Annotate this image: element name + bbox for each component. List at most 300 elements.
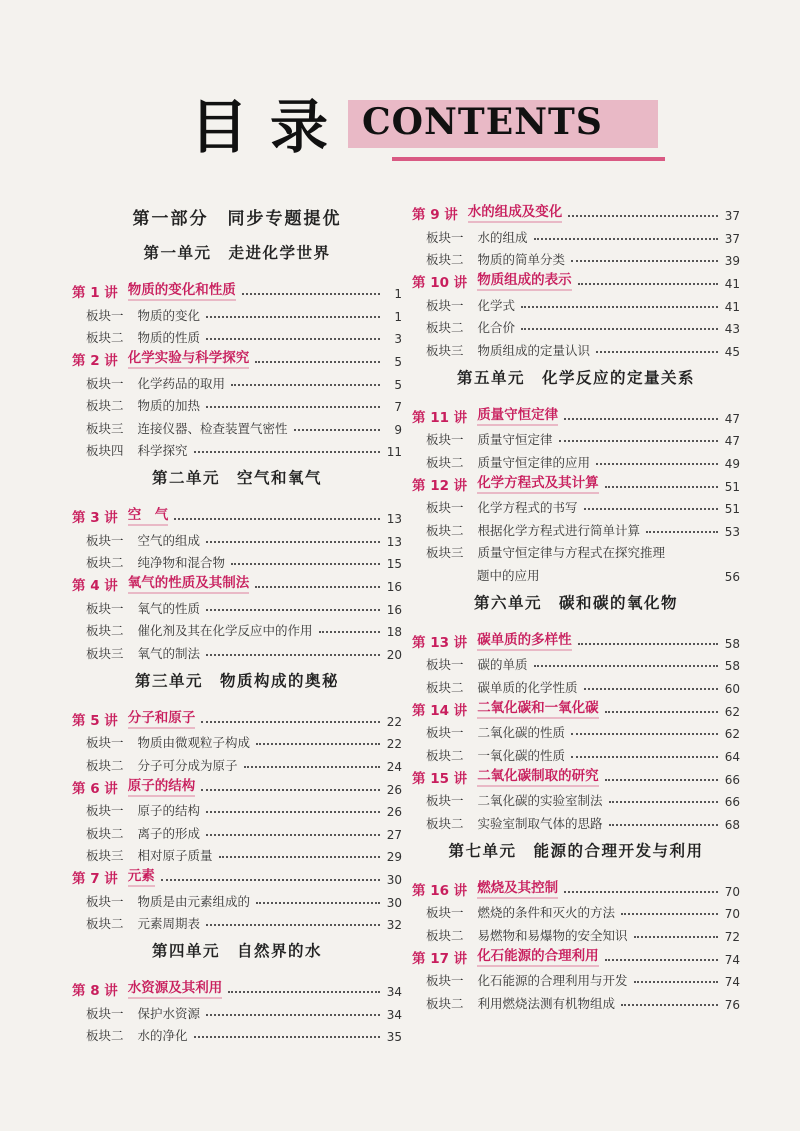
block-entry-continued[interactable]	[412, 561, 740, 584]
page-number: 26	[386, 805, 402, 819]
dot-leader	[206, 654, 380, 656]
block-entry[interactable]	[72, 392, 402, 415]
block-title: 原子的结构	[137, 803, 201, 818]
dot-leader	[206, 1014, 380, 1016]
block-title: 水的净化	[137, 1028, 188, 1043]
lecture-number: 第 14 讲	[412, 702, 468, 719]
block-entry[interactable]	[412, 448, 740, 471]
page-number: 66	[724, 772, 740, 787]
block-entry[interactable]	[412, 921, 740, 944]
block-entry[interactable]	[412, 967, 740, 990]
page-number: 58	[724, 659, 740, 673]
lecture-entry[interactable]	[412, 628, 740, 651]
block-number: 板块三	[86, 420, 124, 436]
page-number: 1	[394, 309, 402, 324]
dot-leader	[564, 891, 718, 893]
page-number: 30	[386, 895, 402, 910]
dot-leader	[319, 631, 380, 633]
lecture-title: 分子和原子	[128, 706, 196, 729]
block-title: 燃烧的条件和灭火的方法	[477, 905, 616, 920]
page-number: 5	[394, 355, 402, 369]
block-number: 板块一	[426, 500, 464, 515]
dot-leader	[634, 981, 718, 983]
block-entry[interactable]	[412, 291, 740, 314]
block-title: 物质的变化	[137, 307, 201, 323]
lecture-number: 第 3 讲	[72, 510, 118, 526]
dot-leader	[219, 856, 380, 858]
block-title: 二氧化碳的实验室制法	[477, 793, 603, 808]
block-number: 板块二	[86, 825, 124, 841]
page-number: 30	[386, 873, 402, 887]
page-number: 70	[724, 884, 740, 899]
block-number: 板块二	[426, 815, 464, 831]
dot-leader	[206, 924, 380, 926]
page-number: 7	[394, 400, 402, 414]
page-number: 37	[724, 231, 740, 246]
block-entry[interactable]	[72, 910, 402, 933]
block-entry[interactable]	[412, 314, 740, 337]
block-entry[interactable]	[412, 336, 740, 359]
block-title: 物质由微观粒子构成	[137, 735, 251, 750]
header-rule	[392, 157, 665, 161]
block-entry[interactable]	[412, 899, 740, 922]
page-number: 3	[394, 332, 402, 346]
lecture-number: 第 5 讲	[72, 712, 118, 729]
page-number: 18	[386, 625, 402, 639]
block-number: 板块二	[86, 623, 124, 638]
page-number: 32	[386, 918, 402, 932]
page-number: 9	[394, 422, 402, 437]
page-number: 74	[724, 952, 740, 967]
block-title: 质量守恒定律与方程式在探究推理	[477, 545, 666, 560]
page-number: 60	[724, 681, 740, 696]
page-number: 70	[724, 907, 740, 921]
block-entry[interactable]	[72, 549, 402, 572]
block-title: 一氧化碳的性质	[477, 747, 566, 763]
block-title: 物质的加热	[137, 398, 201, 413]
block-entry[interactable]	[72, 819, 402, 842]
lecture-number: 第 12 讲	[412, 477, 468, 494]
block-number: 板块一	[86, 307, 124, 323]
dot-leader	[242, 293, 380, 295]
lecture-title: 化学方程式及其计算	[477, 471, 599, 494]
block-entry[interactable]	[72, 999, 402, 1022]
dot-leader	[201, 789, 380, 791]
title-cn: 目录	[190, 93, 351, 161]
block-number: 板块一	[426, 657, 464, 672]
dot-leader	[206, 834, 380, 836]
block-entry[interactable]	[412, 673, 740, 696]
page-number: 49	[724, 456, 740, 471]
block-title: 相对原子质量	[137, 848, 213, 863]
block-title: 催化剂及其在化学反应中的作用	[137, 623, 313, 638]
page-number: 27	[386, 827, 402, 842]
block-number: 板块一	[426, 432, 464, 447]
dot-leader	[584, 688, 718, 690]
lecture-title: 水资源及其利用	[128, 976, 223, 999]
block-number: 板块二	[86, 757, 124, 773]
page-number: 47	[724, 434, 740, 448]
unit-title: 第四单元 自然界的水	[151, 942, 322, 960]
dot-leader	[244, 766, 380, 768]
block-entry[interactable]	[72, 437, 402, 460]
block-entry[interactable]	[412, 246, 740, 269]
block-title: 易燃物和易爆物的安全知识	[477, 927, 628, 943]
block-title: 质量守恒定律	[477, 432, 553, 447]
block-number: 板块一	[86, 600, 124, 616]
block-number: 板块一	[86, 375, 124, 391]
dot-leader	[255, 586, 380, 588]
lecture-entry[interactable]	[72, 346, 402, 369]
block-entry[interactable]	[412, 494, 740, 517]
page-number: 72	[724, 929, 740, 944]
page-number: 16	[386, 602, 402, 617]
page-number: 22	[386, 737, 402, 751]
block-entry[interactable]	[72, 324, 402, 347]
block-title: 碳单质的化学性质	[477, 679, 578, 695]
block-entry[interactable]	[72, 594, 402, 617]
dot-leader	[605, 959, 718, 961]
dot-leader	[596, 463, 718, 465]
lecture-title: 二氧化碳和一氧化碳	[477, 696, 599, 719]
unit-title: 第二单元 空气和氧气	[151, 469, 322, 487]
page-number: 16	[386, 580, 402, 594]
block-title: 根据化学方程式进行简单计算	[477, 522, 641, 538]
part-title: 第一部分 同步专题提优	[132, 209, 342, 229]
dot-leader	[194, 1036, 380, 1038]
block-entry[interactable]	[412, 989, 740, 1012]
block-entry[interactable]	[72, 369, 402, 392]
dot-leader	[564, 418, 718, 420]
block-entry[interactable]	[412, 516, 740, 539]
dot-leader	[609, 801, 718, 803]
block-title: 化学方程式的书写	[477, 500, 578, 515]
block-entry[interactable]	[72, 751, 402, 774]
page-number: 62	[724, 704, 740, 719]
block-entry[interactable]	[412, 651, 740, 674]
dot-leader	[206, 406, 380, 408]
block-title: 离子的形成	[137, 825, 201, 841]
block-title: 连接仪器、检查装置气密性	[137, 420, 288, 436]
block-title: 化学式	[477, 297, 516, 313]
block-number: 板块二	[426, 320, 464, 335]
dot-leader	[605, 486, 718, 488]
block-entry[interactable]	[412, 787, 740, 810]
block-number: 板块三	[426, 545, 464, 560]
block-title: 元素周期表	[137, 916, 201, 931]
lecture-title: 原子的结构	[128, 774, 196, 797]
block-number: 板块一	[86, 803, 124, 818]
lecture-title: 碳单质的多样性	[477, 628, 572, 651]
page-number: 56	[724, 569, 740, 584]
dot-leader	[206, 316, 380, 318]
dot-leader	[231, 384, 380, 386]
lecture-number: 第 11 讲	[412, 409, 468, 426]
block-number: 板块二	[86, 398, 124, 413]
dot-leader	[578, 643, 718, 645]
toc-header	[190, 92, 670, 162]
block-title: 物质是由元素组成的	[137, 893, 251, 909]
block-number: 板块一	[86, 735, 124, 750]
block-title: 氧气的性质	[137, 600, 201, 616]
lecture-title: 氧气的性质及其制法	[128, 571, 250, 594]
block-title: 二氧化碳的性质	[477, 725, 566, 740]
dot-leader	[228, 991, 380, 993]
page-number: 68	[724, 817, 740, 832]
block-number: 板块三	[86, 848, 124, 863]
lecture-number: 第 17 讲	[412, 950, 468, 967]
lecture-number: 第 10 讲	[412, 275, 468, 291]
page-number: 53	[724, 524, 740, 539]
dot-leader	[206, 541, 380, 543]
lecture-title: 二氧化碳制取的研究	[477, 764, 599, 787]
block-entry[interactable]	[412, 223, 740, 246]
lecture-title: 化石能源的合理利用	[477, 944, 599, 967]
dot-leader	[231, 563, 380, 565]
page-number: 5	[394, 377, 402, 392]
lecture-number: 第 8 讲	[72, 983, 118, 999]
block-entry[interactable]	[72, 729, 402, 752]
block-title: 氧气的制法	[137, 645, 201, 661]
lecture-number: 第 4 讲	[72, 578, 118, 594]
page-number: 51	[724, 479, 740, 494]
block-title: 分子可分成为原子	[137, 757, 238, 773]
page-number: 13	[386, 512, 402, 526]
dot-leader	[568, 215, 718, 217]
block-entry[interactable]	[72, 639, 402, 662]
dot-leader	[584, 508, 718, 510]
lecture-entry[interactable]	[412, 200, 740, 223]
unit-title: 第五单元 化学反应的定量关系	[456, 368, 695, 387]
dot-leader	[206, 811, 380, 813]
page-number: 64	[724, 749, 740, 764]
page-number: 34	[386, 1007, 402, 1022]
block-number: 板块二	[426, 679, 464, 695]
page-number: 29	[386, 850, 402, 864]
lecture-title: 元素	[128, 864, 155, 887]
dot-leader	[571, 260, 718, 262]
page-number: 22	[386, 714, 402, 729]
lecture-number: 第 16 讲	[412, 882, 468, 899]
dot-leader	[206, 338, 380, 340]
block-number: 板块二	[86, 916, 124, 931]
page-number: 39	[724, 254, 740, 268]
lecture-number: 第 7 讲	[72, 871, 118, 887]
block-number: 板块一	[426, 793, 464, 808]
block-entry[interactable]	[72, 842, 402, 865]
block-number: 板块三	[86, 645, 124, 661]
left-column	[72, 200, 402, 1044]
dot-leader	[534, 238, 718, 240]
block-entry[interactable]	[412, 539, 740, 562]
lecture-entry[interactable]	[72, 706, 402, 729]
lecture-entry[interactable]	[72, 278, 402, 301]
page-number: 45	[724, 344, 740, 359]
lecture-entry[interactable]	[412, 876, 740, 899]
block-number: 板块一	[426, 229, 464, 245]
block-title: 化学药品的取用	[137, 375, 226, 391]
block-entry[interactable]	[72, 797, 402, 820]
page-number: 1	[394, 287, 402, 301]
block-number: 板块一	[86, 893, 124, 909]
dot-leader	[605, 779, 718, 781]
lecture-entry[interactable]	[72, 571, 402, 594]
block-number: 板块二	[426, 747, 464, 763]
dot-leader	[206, 609, 380, 611]
block-number: 板块一	[86, 532, 124, 548]
page-number: 41	[724, 277, 740, 291]
dot-leader	[194, 451, 380, 453]
page-number: 37	[724, 209, 740, 223]
lecture-entry[interactable]	[412, 403, 740, 426]
block-number: 板块二	[426, 454, 464, 470]
lecture-title: 质量守恒定律	[477, 403, 558, 426]
block-number: 板块二	[426, 995, 464, 1011]
page-number: 11	[386, 445, 402, 459]
lecture-entry[interactable]	[72, 976, 402, 999]
block-number: 板块一	[426, 973, 464, 988]
dot-leader	[174, 518, 380, 520]
dot-leader	[605, 711, 718, 713]
lecture-entry[interactable]	[412, 764, 740, 787]
block-entry[interactable]	[72, 1022, 402, 1045]
block-title: 质量守恒定律的应用	[477, 454, 591, 470]
page-number: 47	[724, 411, 740, 426]
right-column	[412, 200, 740, 1012]
page-number: 34	[386, 985, 402, 999]
block-number: 板块二	[426, 927, 464, 943]
page-number: 24	[386, 759, 402, 774]
page-number: 43	[724, 322, 740, 336]
block-number: 板块三	[426, 342, 464, 358]
lecture-title: 空 气	[128, 503, 169, 526]
dot-leader	[256, 743, 380, 745]
block-number: 板块一	[86, 1005, 124, 1021]
lecture-title: 物质组成的表示	[477, 268, 572, 291]
lecture-entry[interactable]	[412, 696, 740, 719]
lecture-entry[interactable]	[412, 471, 740, 494]
page-number: 20	[386, 647, 402, 662]
block-entry[interactable]	[72, 526, 402, 549]
block-title: 实验室制取气体的思路	[477, 815, 603, 831]
block-number: 板块二	[86, 330, 124, 345]
block-entry[interactable]	[72, 414, 402, 437]
page-number: 76	[724, 997, 740, 1012]
block-title: 利用燃烧法测有机物组成	[477, 995, 616, 1011]
block-entry[interactable]	[412, 741, 740, 764]
dot-leader	[521, 306, 718, 308]
page-number: 15	[386, 557, 402, 571]
lecture-title: 化学实验与科学探究	[128, 346, 250, 369]
block-number: 板块二	[86, 1028, 124, 1043]
lecture-title: 物质的变化和性质	[128, 278, 236, 301]
page-number: 62	[724, 727, 740, 741]
page-number: 66	[724, 795, 740, 809]
block-title: 纯净物和混合物	[137, 555, 226, 570]
block-entry[interactable]	[412, 809, 740, 832]
unit-title: 第一单元 走进化学世界	[143, 244, 331, 262]
dot-leader	[255, 361, 380, 363]
lecture-number: 第 1 讲	[72, 285, 118, 301]
dot-leader	[578, 283, 718, 285]
dot-leader	[621, 1004, 718, 1006]
lecture-number: 第 15 讲	[412, 770, 468, 787]
dot-leader	[609, 824, 718, 826]
lecture-title: 燃烧及其控制	[477, 876, 558, 899]
dot-leader	[256, 902, 380, 904]
dot-leader	[201, 721, 380, 723]
block-title: 科学探究	[137, 443, 188, 458]
lecture-number: 第 2 讲	[72, 353, 118, 369]
block-title: 碳的单质	[477, 657, 528, 672]
block-entry[interactable]	[72, 887, 402, 910]
block-title: 化石能源的合理利用与开发	[477, 973, 628, 988]
block-title: 物质的简单分类	[477, 252, 566, 267]
dot-leader	[634, 936, 718, 938]
lecture-entry[interactable]	[412, 268, 740, 291]
unit-title: 第七单元 能源的合理开发与利用	[448, 841, 704, 860]
dot-leader	[161, 879, 380, 881]
page-number: 58	[724, 636, 740, 651]
dot-leader	[559, 440, 718, 442]
block-entry[interactable]	[72, 617, 402, 640]
block-number: 板块二	[426, 522, 464, 538]
dot-leader	[294, 429, 380, 431]
unit-title: 第三单元 物质构成的奥秘	[134, 671, 339, 690]
block-title-continued: 题中的应用	[477, 567, 540, 583]
block-title: 空气的组成	[137, 532, 201, 548]
title-en: CONTENTS	[362, 101, 603, 143]
block-number: 板块二	[86, 555, 124, 570]
block-number: 板块一	[426, 905, 464, 920]
dot-leader	[621, 913, 718, 915]
lecture-number: 第 13 讲	[412, 634, 468, 651]
lecture-entry[interactable]	[72, 503, 402, 526]
block-number: 板块一	[426, 297, 464, 313]
block-number: 板块四	[86, 443, 124, 458]
block-title: 物质组成的定量认识	[477, 342, 591, 358]
dot-leader	[646, 531, 718, 533]
block-entry[interactable]	[412, 426, 740, 449]
page-number: 41	[724, 299, 740, 314]
page-number: 26	[386, 782, 402, 797]
block-entry[interactable]	[412, 719, 740, 742]
dot-leader	[571, 733, 718, 735]
block-title: 保护水资源	[137, 1005, 201, 1021]
page-number: 13	[386, 534, 402, 549]
block-number: 板块一	[426, 725, 464, 740]
page-number: 35	[386, 1030, 402, 1044]
page-number: 74	[724, 975, 740, 989]
dot-leader	[534, 665, 718, 667]
page-number: 51	[724, 502, 740, 516]
block-title: 物质的性质	[137, 330, 201, 345]
block-title: 水的组成	[477, 229, 528, 245]
block-number: 板块二	[426, 252, 464, 267]
dot-leader	[521, 328, 718, 330]
block-title: 化合价	[477, 320, 516, 335]
lecture-number: 第 6 讲	[72, 780, 118, 797]
lecture-entry[interactable]	[72, 864, 402, 887]
lecture-number: 第 9 讲	[412, 207, 458, 223]
lecture-title: 水的组成及变化	[468, 200, 563, 223]
dot-leader	[596, 351, 718, 353]
block-entry[interactable]	[72, 301, 402, 324]
unit-title: 第六单元 碳和碳的氧化物	[473, 593, 678, 612]
lecture-entry[interactable]	[412, 944, 740, 967]
lecture-entry[interactable]	[72, 774, 402, 797]
dot-leader	[571, 756, 718, 758]
